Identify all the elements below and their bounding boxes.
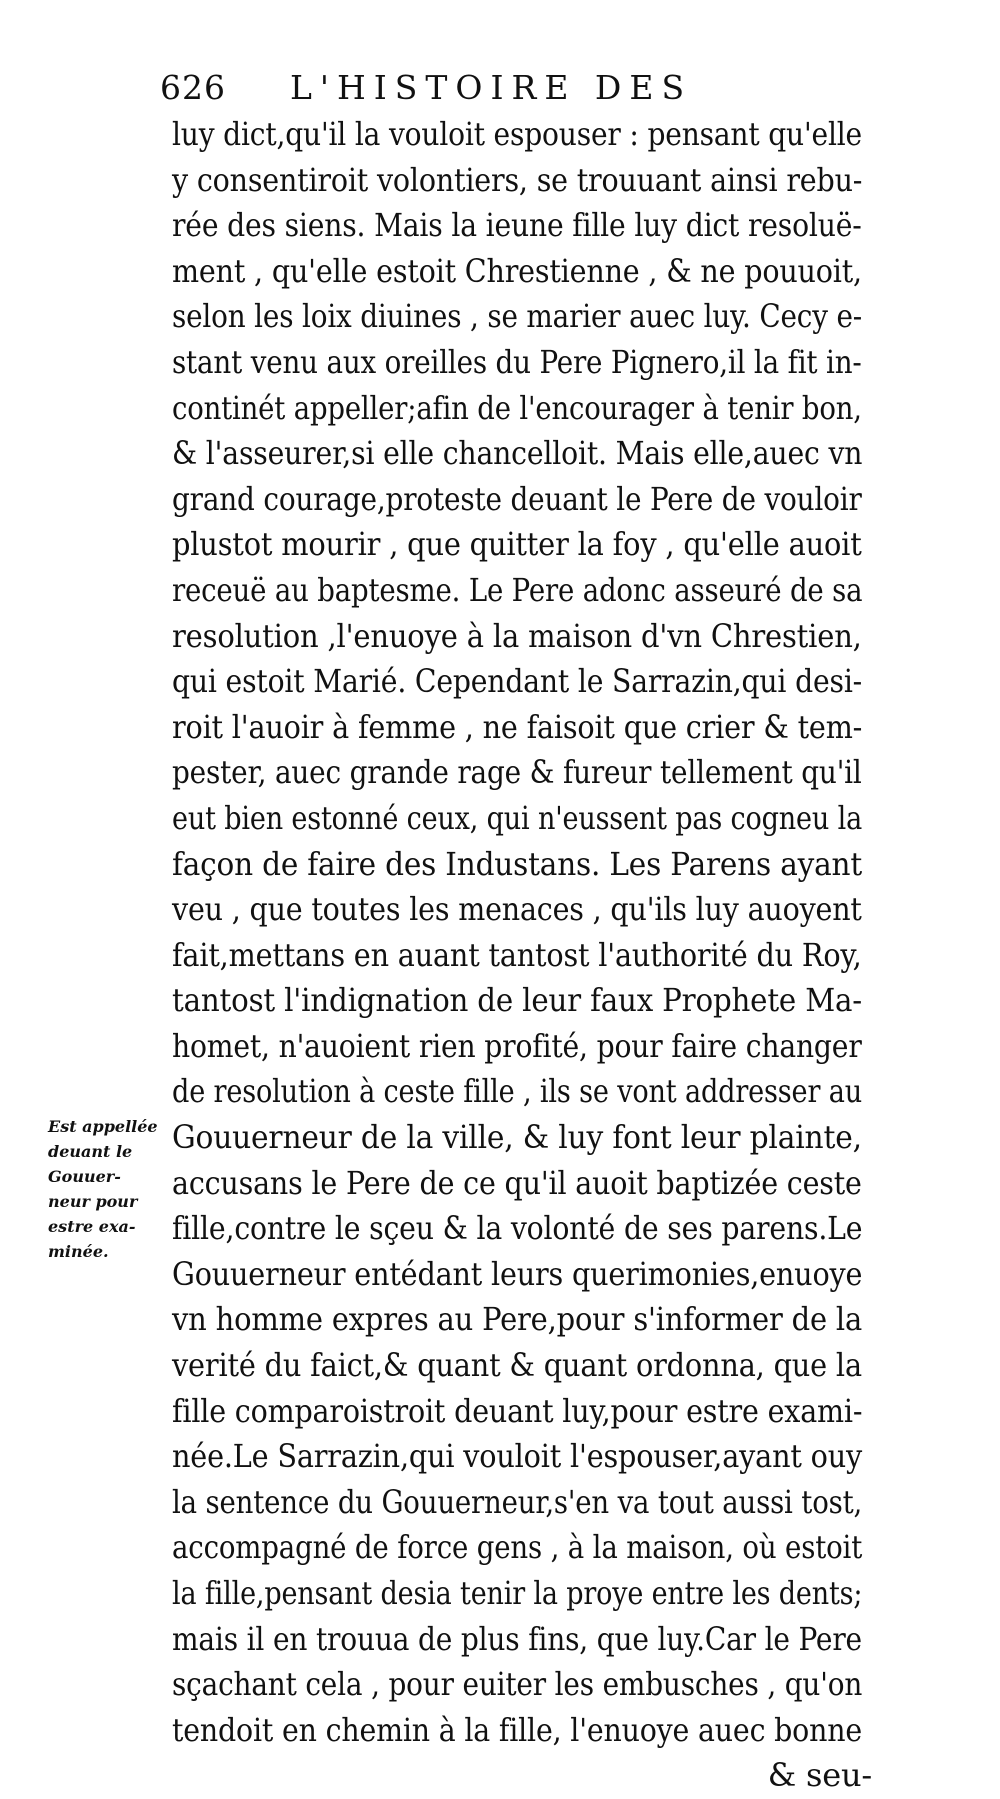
text-line: qui estoit Marié. Cependant le Sarrazin,qui desi- bbox=[172, 662, 863, 701]
running-head: L'HISTOIRE DES bbox=[290, 68, 693, 107]
text-line: accusans le Pere de ce qu'il auoit baptizée ceste bbox=[172, 1163, 862, 1202]
page-header bbox=[160, 68, 860, 110]
text-line: receuë au baptesme. Le Pere adonc asseuré de sa bbox=[172, 570, 863, 609]
text-line: veu , que toutes les menaces , qu'ils luy auoyent bbox=[172, 890, 862, 929]
page-number: 626 bbox=[160, 68, 226, 107]
text-line: de resolution à ceste fille , ils se vont addresser au bbox=[172, 1072, 862, 1111]
text-line: & l'asseurer,si elle chancelloit. Mais elle,auec vn bbox=[172, 434, 863, 473]
text-line: Gouuerneur de la ville, & luy font leur plainte, bbox=[172, 1118, 862, 1157]
text-line: & seu- bbox=[767, 1756, 872, 1795]
text-line: verité du faict,& quant & quant ordonna, que la bbox=[172, 1346, 862, 1385]
text-line: eut bien estonné ceux, qui n'eussent pas cogneu la bbox=[172, 798, 863, 837]
text-line: la fille,pensant desia tenir la proye entre les dents; bbox=[172, 1574, 863, 1612]
text-line: fait,mettans en auant tantost l'authorité du Roy, bbox=[172, 935, 862, 974]
text-line: pester, auec grande rage & fureur tellement qu'il bbox=[172, 753, 862, 792]
text-line: resolution ,l'enuoye à la maison d'vn Chrestien, bbox=[172, 616, 862, 655]
text-line: homet, n'auoient rien profité, pour faire changer bbox=[172, 1026, 862, 1065]
text-line: façon de faire des Industans. Les Parens ayant bbox=[172, 844, 863, 883]
text-line: selon les loix diuines , se marier auec luy. Cecy e- bbox=[172, 297, 862, 336]
margin-note bbox=[48, 1114, 166, 1264]
text-line: ment , qu'elle estoit Chrestienne , & ne pouuoit, bbox=[172, 251, 862, 290]
margin-note-line: Gouuer- bbox=[48, 1167, 121, 1186]
text-line: tantost l'indignation de leur faux Prophete Ma- bbox=[172, 981, 862, 1020]
margin-note-line: neur pour bbox=[48, 1192, 138, 1211]
margin-note-line: deuant le bbox=[48, 1142, 133, 1161]
text-line: plustot mourir , que quitter la foy , qu'elle auoit bbox=[172, 525, 862, 564]
text-line: fille,contre le sçeu & la volonté de ses parens.Le bbox=[172, 1209, 863, 1248]
text-line: vn homme expres au Pere,pour s'informer de la bbox=[172, 1300, 863, 1339]
text-line: rée des siens. Mais la ieune fille luy dict resoluë- bbox=[172, 206, 862, 245]
text-line: la sentence du Gouuerneur,s'en va tout aussi tost, bbox=[172, 1482, 863, 1521]
margin-note-line: estre exa- bbox=[48, 1217, 136, 1236]
margin-note-line: Est appellée bbox=[48, 1117, 158, 1136]
body-text bbox=[172, 112, 872, 1799]
text-line: tendoit en chemin à la fille, l'enuoye auec bonne bbox=[172, 1710, 862, 1749]
text-line: grand courage,proteste deuant le Pere de vouloir bbox=[172, 479, 862, 518]
text-line: continét appeller;afin de l'encourager à tenir bon, bbox=[172, 388, 862, 427]
margin-note-line: minée. bbox=[48, 1242, 109, 1261]
text-line: fille comparoistroit deuant luy,pour estre exami- bbox=[172, 1391, 863, 1430]
text-line: sçachant cela , pour euiter les embusches , qu'on bbox=[172, 1665, 863, 1704]
text-line: y consentiroit volontiers, se trouuant ainsi rebu- bbox=[172, 160, 863, 199]
text-line: accompagné de force gens , à la maison, où estoit bbox=[172, 1528, 863, 1567]
text-line: luy dict,qu'il la vouloit espouser : pensant qu'elle bbox=[172, 115, 863, 153]
text-line: roit l'auoir à femme , ne faisoit que crier & tem- bbox=[172, 707, 863, 746]
text-line: mais il en trouua de plus fins, que luy.Car le Pere bbox=[172, 1619, 862, 1658]
text-line: Gouuerneur entédant leurs querimonies,enuoye bbox=[172, 1254, 863, 1293]
text-line: née.Le Sarrazin,qui vouloit l'espouser,ayant ouy bbox=[172, 1437, 863, 1476]
text-line: stant venu aux oreilles du Pere Pignero,il la fit in- bbox=[172, 342, 862, 381]
